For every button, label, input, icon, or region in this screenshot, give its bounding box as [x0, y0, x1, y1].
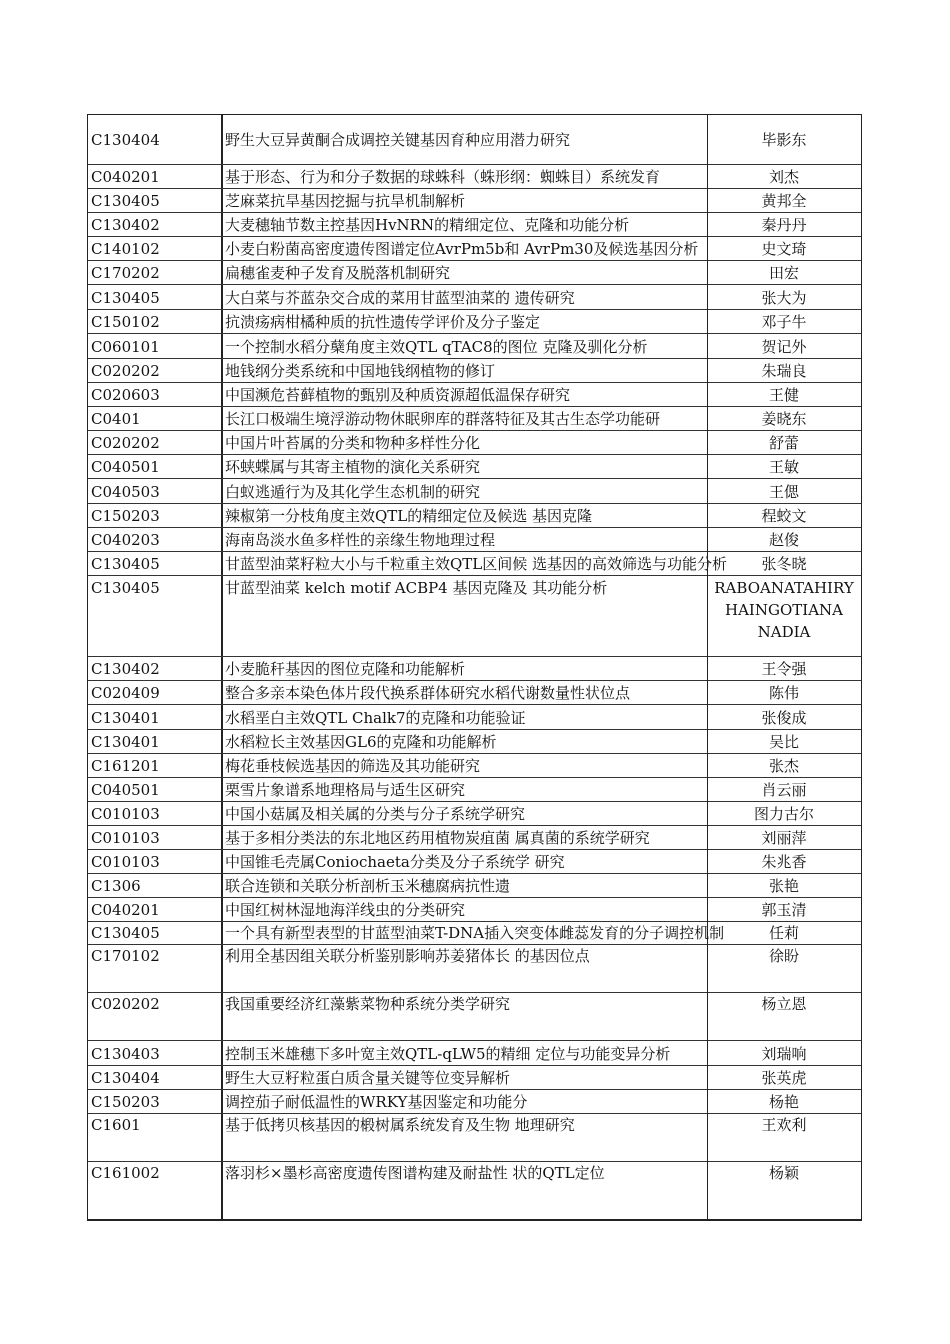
table-row: [88, 754, 861, 778]
project-title: 基于多相分类法的东北地区药用植物炭疽菌 属真菌的系统学研究: [225, 829, 650, 847]
table-row: [88, 261, 861, 285]
table-row: [88, 237, 861, 261]
discipline-code: C170102: [91, 947, 160, 965]
project-title: 梅花垂枝候选基因的筛选及其功能研究: [225, 757, 481, 775]
discipline-code: C020202: [91, 362, 160, 380]
table-row: [88, 874, 861, 898]
project-title: 甘蓝型油菜 kelch motif ACBP4 基因克隆及 其功能分析: [225, 579, 608, 597]
discipline-code: C1306: [91, 877, 141, 895]
discipline-code: C040501: [91, 458, 160, 476]
discipline-code: C150203: [91, 1093, 160, 1111]
project-title: 调控茄子耐低温性的WRKY基因鉴定和功能分: [225, 1093, 528, 1111]
table-row: [88, 898, 861, 922]
discipline-code: C170202: [91, 264, 160, 282]
discipline-code: C140102: [91, 240, 160, 258]
applicant-name: 田宏: [768, 264, 799, 282]
table-row: [88, 334, 861, 359]
discipline-code: C040501: [91, 781, 160, 799]
project-title: 控制玉米雄穗下多叶宽主效QTL-qLW5的精细 定位与功能变异分析: [225, 1045, 671, 1063]
table-row: [88, 504, 861, 528]
project-title: 扁穗雀麦种子发育及脱落机制研究: [225, 264, 451, 282]
applicant-name: RABOANATAHIRY HAINGOTIANA NADIA: [714, 579, 854, 641]
project-title: 水稻垩白主效QTL Chalk7的克隆和功能验证: [225, 709, 526, 727]
table-row: [88, 552, 861, 576]
project-title: 我国重要经济红藻紫菜物种系统分类学研究: [225, 995, 511, 1013]
applicant-name: 王敏: [768, 458, 799, 476]
applicant-name: 毕影东: [761, 131, 807, 149]
applicant-name: 黄邦全: [761, 192, 807, 210]
discipline-code: C040201: [91, 168, 160, 186]
project-title: 小麦白粉菌高密度遗传图谱定位AvrPm5b和 AvrPm30及候选基因分析: [225, 240, 699, 258]
applicant-name: 舒蕾: [768, 434, 799, 452]
applicant-name: 秦丹丹: [761, 216, 807, 234]
discipline-code: C060101: [91, 338, 160, 356]
table-row: [88, 165, 861, 189]
project-title: 基于低拷贝核基因的椴树属系统发育及生物 地理研究: [225, 1116, 575, 1134]
applicant-name: 任莉: [768, 924, 799, 942]
discipline-code: C1601: [91, 1116, 141, 1134]
discipline-code: C130405: [91, 924, 160, 942]
project-title: 环蛱蝶属与其寄主植物的演化关系研究: [225, 458, 481, 476]
discipline-code: C010103: [91, 829, 160, 847]
table-row: [88, 802, 861, 826]
discipline-code: C020202: [91, 434, 160, 452]
table-row: [88, 730, 861, 754]
applicant-name: 史文琦: [761, 240, 807, 258]
table-row: [88, 285, 861, 310]
table-row: [88, 778, 861, 802]
project-title: 野生大豆异黄酮合成调控关键基因育种应用潜力研究: [225, 131, 571, 149]
applicant-name: 朱瑞良: [761, 362, 807, 380]
applicant-name: 朱兆香: [761, 853, 807, 871]
discipline-code: C130405: [91, 579, 160, 597]
discipline-code: C010103: [91, 853, 160, 871]
applicant-name: 姜晓东: [761, 410, 807, 428]
applicant-name: 贺记外: [761, 338, 807, 356]
discipline-code: C130404: [91, 131, 160, 149]
applicant-name: 张杰: [768, 757, 799, 775]
discipline-code: C130401: [91, 709, 160, 727]
project-title: 野生大豆籽粒蛋白质含量关键等位变异解析: [225, 1069, 511, 1087]
table-row: [88, 455, 861, 479]
applicant-name: 王令强: [761, 660, 807, 678]
discipline-code: C130404: [91, 1069, 160, 1087]
applicant-name: 图力古尔: [753, 805, 814, 823]
discipline-code: C0401: [91, 410, 141, 428]
applicant-name: 肖云丽: [761, 781, 807, 799]
table-row: [88, 115, 861, 165]
project-title: 中国红树林湿地海洋线虫的分类研究: [225, 901, 466, 919]
discipline-code: C130405: [91, 555, 160, 573]
project-title: 小麦脆秆基因的图位克隆和功能解析: [225, 660, 466, 678]
project-title: 中国濒危苔藓植物的甄别及种质资源超低温保存研究: [225, 386, 571, 404]
table-row: [88, 431, 861, 455]
applicant-name: 陈伟: [768, 684, 799, 702]
discipline-code: C161002: [91, 1164, 160, 1182]
applicant-name: 吴比: [768, 733, 799, 751]
applicant-name: 刘杰: [768, 168, 799, 186]
project-title: 利用全基因组关联分析鉴别影响苏姜猪体长 的基因位点: [225, 947, 590, 965]
project-title: 地钱纲分类系统和中国地钱纲植物的修订: [225, 362, 496, 380]
applicant-name: 王健: [768, 386, 799, 404]
table-row: [88, 993, 861, 1041]
applicant-name: 徐盼: [768, 947, 799, 965]
table-row: [88, 681, 861, 705]
project-title: 整合多亲本染色体片段代换系群体研究水稻代谢数量性状位点: [225, 684, 631, 702]
project-title: 落羽杉×墨杉高密度遗传图谱构建及耐盐性 状的QTL定位: [225, 1164, 605, 1182]
project-title: 大白菜与芥蓝杂交合成的菜用甘蓝型油菜的 遗传研究: [225, 289, 575, 307]
table-row: [88, 213, 861, 237]
discipline-code: C130401: [91, 733, 160, 751]
discipline-code: C040203: [91, 531, 160, 549]
table-row: [88, 826, 861, 850]
project-title: 抗溃疡病柑橘种质的抗性遗传学评价及分子鉴定: [225, 313, 541, 331]
discipline-code: C020409: [91, 684, 160, 702]
table-row: [88, 850, 861, 874]
project-title: 一个具有新型表型的甘蓝型油菜T-DNA插入突变体雌蕊发育的分子调控机制: [225, 924, 725, 942]
discipline-code: C020202: [91, 995, 160, 1013]
table-row: [88, 1162, 861, 1219]
table-row: [88, 383, 861, 407]
applicant-name: 程蛟文: [761, 507, 807, 525]
project-title: 甘蓝型油菜籽粒大小与千粒重主效QTL区间候 选基因的高效筛选与功能分析: [225, 555, 728, 573]
discipline-code: C161201: [91, 757, 160, 775]
discipline-code: C130405: [91, 192, 160, 210]
applicant-name: 刘瑞响: [761, 1045, 807, 1063]
table-row: [88, 945, 861, 993]
project-title: 中国片叶苔属的分类和物种多样性分化: [225, 434, 481, 452]
discipline-code: C130402: [91, 216, 160, 234]
project-title: 一个控制水稻分蘖角度主效QTL qTAC8的图位 克隆及驯化分析: [225, 338, 648, 356]
discipline-code: C040201: [91, 901, 160, 919]
discipline-code: C130405: [91, 289, 160, 307]
project-title: 中国锥毛壳属Coniochaeta分类及分子系统学 研究: [225, 853, 565, 871]
table-row: [88, 657, 861, 681]
project-title: 海南岛淡水鱼多样性的亲缘生物地理过程: [225, 531, 496, 549]
applicant-name: 王偲: [768, 483, 799, 501]
project-title: 辣椒第一分枝角度主效QTL的精细定位及候选 基因克隆: [225, 507, 593, 525]
project-title: 芝麻菜抗旱基因挖掘与抗旱机制解析: [225, 192, 466, 210]
applicant-name: 邓子牛: [761, 313, 807, 331]
table-row: [88, 359, 861, 383]
applicant-name: 杨艳: [768, 1093, 799, 1111]
applicant-name: 王欢利: [761, 1116, 807, 1134]
project-table: [87, 114, 862, 1221]
applicant-name: 张大为: [761, 289, 807, 307]
discipline-code: C130403: [91, 1045, 160, 1063]
table-row: [88, 705, 861, 730]
table-row: [88, 479, 861, 504]
applicant-name: 杨立恩: [761, 995, 807, 1013]
applicant-name: 张艳: [768, 877, 799, 895]
table-row: [88, 189, 861, 213]
table-row: [88, 922, 861, 945]
table-row: [88, 1041, 861, 1066]
discipline-code: C040503: [91, 483, 160, 501]
project-title: 白蚁逃遁行为及其化学生态机制的研究: [225, 483, 481, 501]
discipline-code: C150203: [91, 507, 160, 525]
table-row: [88, 310, 861, 334]
table-row: [88, 1114, 861, 1162]
applicant-name: 刘丽萍: [761, 829, 807, 847]
applicant-name: 张冬晓: [761, 555, 807, 573]
discipline-code: C020603: [91, 386, 160, 404]
discipline-code: C010103: [91, 805, 160, 823]
applicant-name: 杨颖: [768, 1164, 799, 1182]
table-row: [88, 576, 861, 657]
applicant-name: 张俊成: [761, 709, 807, 727]
discipline-code: C130402: [91, 660, 160, 678]
applicant-name: 郭玉清: [761, 901, 807, 919]
discipline-code: C150102: [91, 313, 160, 331]
project-title: 长江口极端生境浮游动物休眠卵库的群落特征及其古生态学功能研: [225, 410, 661, 428]
project-title: 栗雪片象谱系地理格局与适生区研究: [225, 781, 466, 799]
project-title: 基于形态、行为和分子数据的球蛛科（蛛形纲：蜘蛛目）系统发育: [225, 168, 661, 186]
table-row: [88, 1090, 861, 1114]
project-title: 水稻粒长主效基因GL6的克隆和功能解析: [225, 733, 497, 751]
project-title: 中国小菇属及相关属的分类与分子系统学研究: [225, 805, 526, 823]
project-title: 联合连锁和关联分析剖析玉米穗腐病抗性遗: [225, 877, 511, 895]
table-row: [88, 407, 861, 431]
table-row: [88, 528, 861, 552]
applicant-name: 张英虎: [761, 1069, 807, 1087]
project-title: 大麦穗轴节数主控基因HvNRN的精细定位、克隆和功能分析: [225, 216, 630, 234]
applicant-name: 赵俊: [768, 531, 799, 549]
table-row: [88, 1066, 861, 1090]
